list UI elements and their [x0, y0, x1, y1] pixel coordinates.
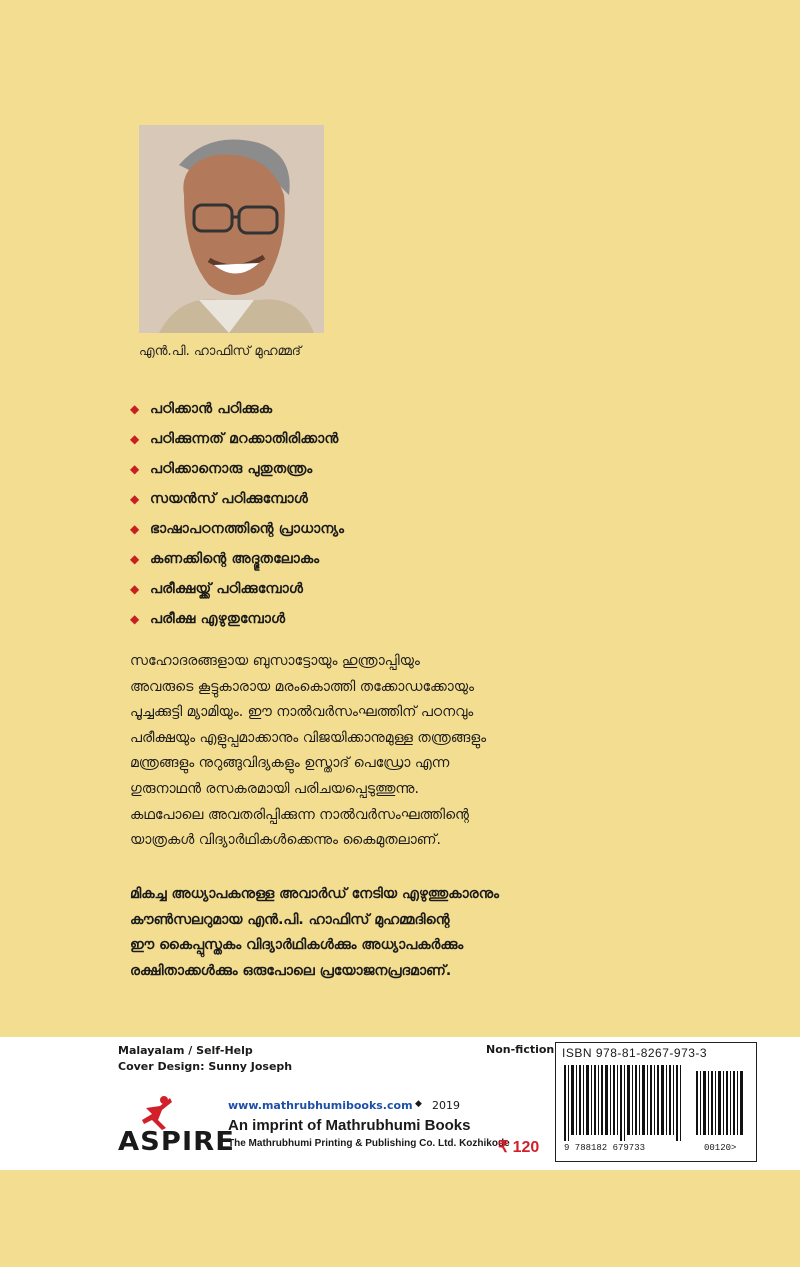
blurb-paragraph-2	[130, 882, 690, 984]
list-item: ◆ പഠിക്കാൻ പഠിക്കുക	[130, 401, 273, 417]
list-item: ◆ കണക്കിന്റെ അദ്ഭുതലോകം	[130, 551, 320, 567]
diamond-bullet-icon: ◆	[130, 522, 140, 536]
aspire-logo-text: ASPIRE	[118, 1127, 235, 1157]
list-item: ◆ പഠിക്കുന്നത് മറക്കാതിരിക്കാൻ	[130, 431, 339, 447]
list-item: ◆ ഭാഷാപഠനത്തിന്റെ പ്രാധാന്യം	[130, 521, 345, 537]
addon-digits: 00120>	[704, 1143, 737, 1153]
blurb-line: പരീക്ഷയും എളുപ്പമാക്കാനും വിജയിക്കാനുമുള്ള തന്ത്രങ്ങളും	[130, 729, 487, 746]
blurb-paragraph-1	[130, 649, 690, 854]
barcode-digits: 9 788182 679733	[564, 1143, 646, 1153]
publisher-website-link[interactable]: www.mathrubhumibooks.com	[228, 1099, 413, 1112]
diamond-bullet-icon: ◆	[130, 402, 140, 416]
price-label: ₹ 120	[498, 1139, 540, 1156]
publication-year: 2019	[432, 1099, 460, 1112]
blurb-line: മികച്ച അധ്യാപകനുള്ള അവാർഡ് നേടിയ എഴുത്തുകാരനും	[130, 886, 499, 902]
cover-design-label: Cover Design: Sunny Joseph	[118, 1060, 293, 1073]
blurb-line: കഥപോലെ അവതരിപ്പിക്കുന്ന നാൽവർസംഘത്തിന്റെ	[130, 806, 469, 823]
aspire-figure-icon	[140, 1094, 176, 1130]
diamond-bullet-icon: ◆	[130, 462, 140, 476]
imprint-line: An imprint of Mathrubhumi Books	[228, 1117, 471, 1134]
printer-line: The Mathrubhumi Printing & Publishing Co. Ltd. Kozhikode	[228, 1138, 510, 1149]
separator-diamond: ◆	[415, 1099, 422, 1109]
blurb-line: ഈ കൈപ്പുസ്തകം വിദ്യാർഥികൾക്കും അധ്യാപകർക്കും	[130, 937, 464, 954]
diamond-bullet-icon: ◆	[130, 492, 140, 506]
highlights-list	[130, 394, 344, 634]
author-portrait-image	[139, 125, 324, 333]
list-item: ◆ പഠിക്കാനൊരു പുതുതന്ത്രം	[130, 461, 313, 477]
blurb-line: യാത്രകൾ വിദ്യാർഥികൾക്കെന്നും കൈമുതലാണ്.	[130, 832, 441, 849]
blurb-line: അവരുടെ കൂട്ടുകാരായ മരംകൊത്തി തക്കോഡക്കോയും	[130, 678, 474, 695]
isbn-label: ISBN 978-81-8267-973-3	[562, 1046, 708, 1060]
author-caption: എൻ.പി. ഹാഫിസ് മുഹമ്മദ്	[139, 344, 301, 359]
blurb-line: സഹോദരങ്ങളായ ബുസാട്ടോയും ഹുന്ത്രാപ്പിയും	[130, 653, 420, 669]
blurb-line: ഗുരുനാഥൻ രസകരമായി പരിചയപ്പെടുത്തുന്നു.	[130, 780, 419, 797]
blurb-line: മന്ത്രങ്ങളും നുറുങ്ങുവിദ്യകളും ഉസ്താദ് പെഡ്രോ എന്ന	[130, 755, 450, 772]
diamond-bullet-icon: ◆	[130, 612, 140, 626]
publisher-footer	[0, 1037, 800, 1170]
diamond-bullet-icon: ◆	[130, 582, 140, 596]
diamond-bullet-icon: ◆	[130, 552, 140, 566]
blurb-line: പൂച്ചക്കുട്ടി മ്യാമിയും. ഈ നാൽവർസംഘത്തിന് പഠനവും	[130, 704, 474, 721]
blurb-line: രക്ഷിതാക്കൾക്കും ഒരുപോലെ പ്രയോജനപ്രദമാണ്.	[130, 962, 452, 979]
barcode-bars	[562, 1065, 750, 1141]
genre-label: Non-fiction	[486, 1043, 555, 1056]
category-label: Malayalam / Self-Help	[118, 1044, 253, 1057]
diamond-bullet-icon: ◆	[130, 432, 140, 446]
isbn-barcode	[555, 1042, 757, 1162]
list-item: ◆ സയൻസ് പഠിക്കുമ്പോൾ	[130, 491, 309, 507]
list-item: ◆ പരീക്ഷയ്ക്ക് പഠിക്കുമ്പോൾ	[130, 581, 304, 597]
author-photo	[139, 125, 324, 333]
list-item: ◆ പരീക്ഷ എഴുതുമ്പോൾ	[130, 611, 286, 627]
blurb-line: കൗൺസലറുമായ എൻ.പി. ഹാഫിസ് മുഹമ്മദിന്റെ	[130, 911, 450, 928]
